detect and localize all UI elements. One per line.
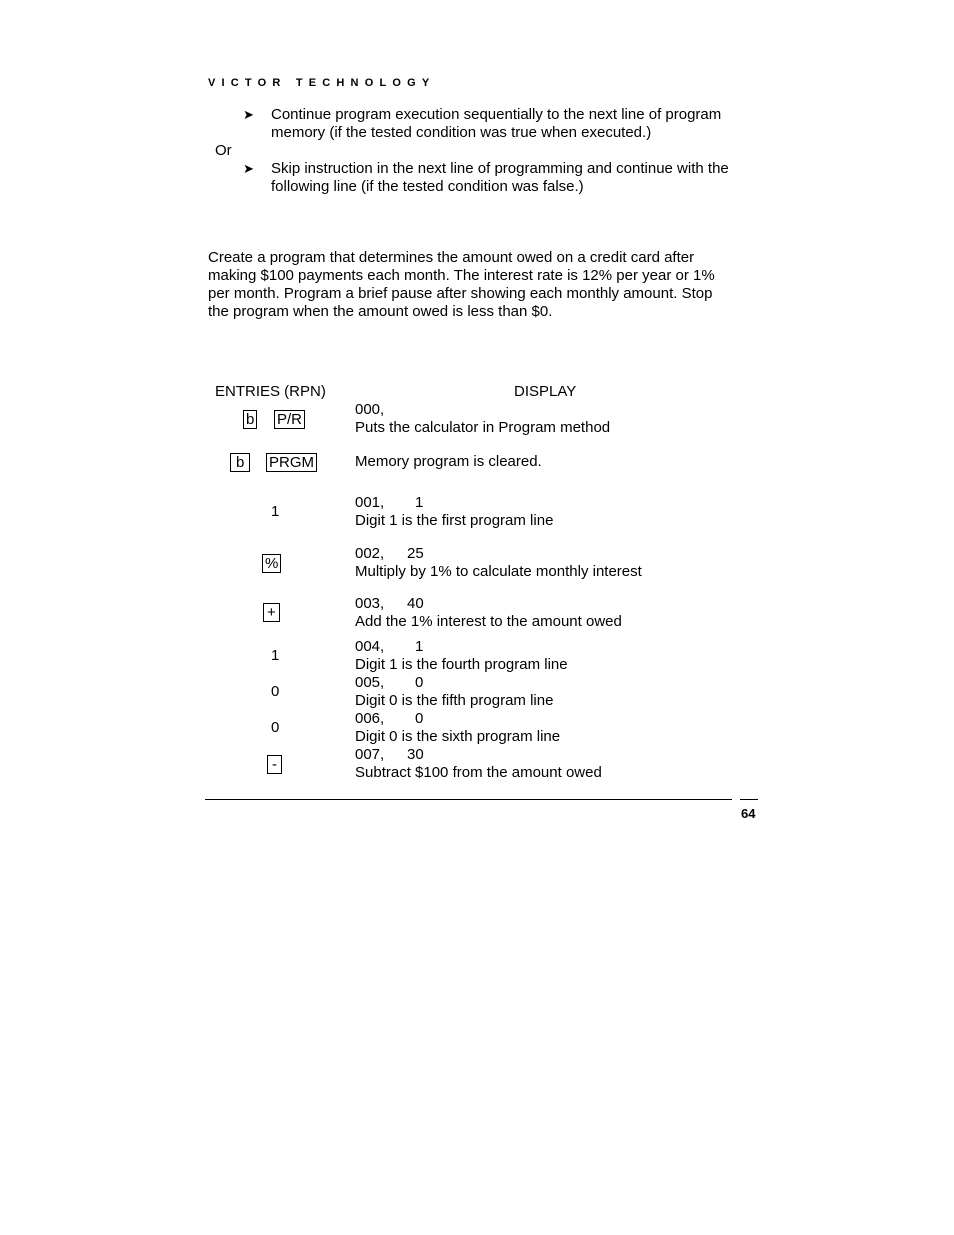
bullet-arrow-icon: ➤ — [243, 161, 254, 176]
display-desc: Digit 0 is the sixth program line — [355, 728, 561, 745]
display-desc: Subtract $100 from the amount owed — [355, 764, 602, 781]
display-desc: Puts the calculator in Program method — [355, 419, 611, 436]
display-code: 003, — [355, 595, 385, 612]
bullet2-line2: following line (if the tested condition was false.) — [271, 178, 584, 195]
display-code: 000, — [355, 401, 385, 418]
display-desc: Digit 1 is the fourth program line — [355, 656, 568, 673]
footer-rule-short — [740, 799, 758, 800]
intro-line: making $100 payments each month. The interest rate is 12% per year or 1% — [208, 267, 715, 284]
display-code-value: 1 — [415, 494, 424, 511]
key-p-r: P/R — [274, 410, 305, 429]
intro-line: the program when the amount owed is less than $0. — [208, 303, 553, 320]
display-code-value: 0 — [415, 710, 424, 727]
display-code-value: 1 — [415, 638, 424, 655]
display-code-value: 40 — [407, 595, 424, 612]
footer-rule — [205, 799, 732, 800]
bullet1-line2: memory (if the tested condition was true when executed.) — [271, 124, 652, 141]
display-code: 001, — [355, 494, 385, 511]
running-header: VICTOR TECHNOLOGY — [208, 77, 436, 89]
entry-digit: 1 — [271, 503, 280, 520]
bullet2-line1: Skip instruction in the next line of programming and continue with the — [271, 160, 729, 177]
display-desc: Digit 1 is the first program line — [355, 512, 554, 529]
entry-digit: 0 — [271, 683, 280, 700]
entry-digit: 1 — [271, 647, 280, 664]
key-plus: + — [263, 603, 280, 622]
display-code: 004, — [355, 638, 385, 655]
display-desc: Add the 1% interest to the amount owed — [355, 613, 622, 630]
key-minus: - — [267, 755, 282, 774]
key-b: b — [243, 410, 257, 429]
key-b: b — [230, 453, 250, 472]
column-header-display: DISPLAY — [514, 383, 577, 400]
display-code: 002, — [355, 545, 385, 562]
display-desc: Digit 0 is the fifth program line — [355, 692, 554, 709]
intro-line: per month. Program a brief pause after showing each monthly amount. Stop — [208, 285, 713, 302]
display-code-value: 25 — [407, 545, 424, 562]
display-code: 005, — [355, 674, 385, 691]
bullet-arrow-icon: ➤ — [243, 107, 254, 122]
display-code-value: 0 — [415, 674, 424, 691]
or-label: Or — [215, 142, 232, 159]
entry-digit: 0 — [271, 719, 280, 736]
key-prgm: PRGM — [266, 453, 317, 472]
column-header-entries: ENTRIES (RPN) — [215, 383, 326, 400]
display-code: 006, — [355, 710, 385, 727]
display-code: 007, — [355, 746, 385, 763]
display-code-value: 30 — [407, 746, 424, 763]
intro-line: Create a program that determines the amount owed on a credit card after — [208, 249, 695, 266]
bullet1-line1: Continue program execution sequentially to the next line of program — [271, 106, 722, 123]
display-desc: Multiply by 1% to calculate monthly interest — [355, 563, 642, 580]
key-percent: % — [262, 554, 281, 573]
display-desc: Memory program is cleared. — [355, 453, 542, 470]
page-number: 64 — [741, 806, 756, 821]
